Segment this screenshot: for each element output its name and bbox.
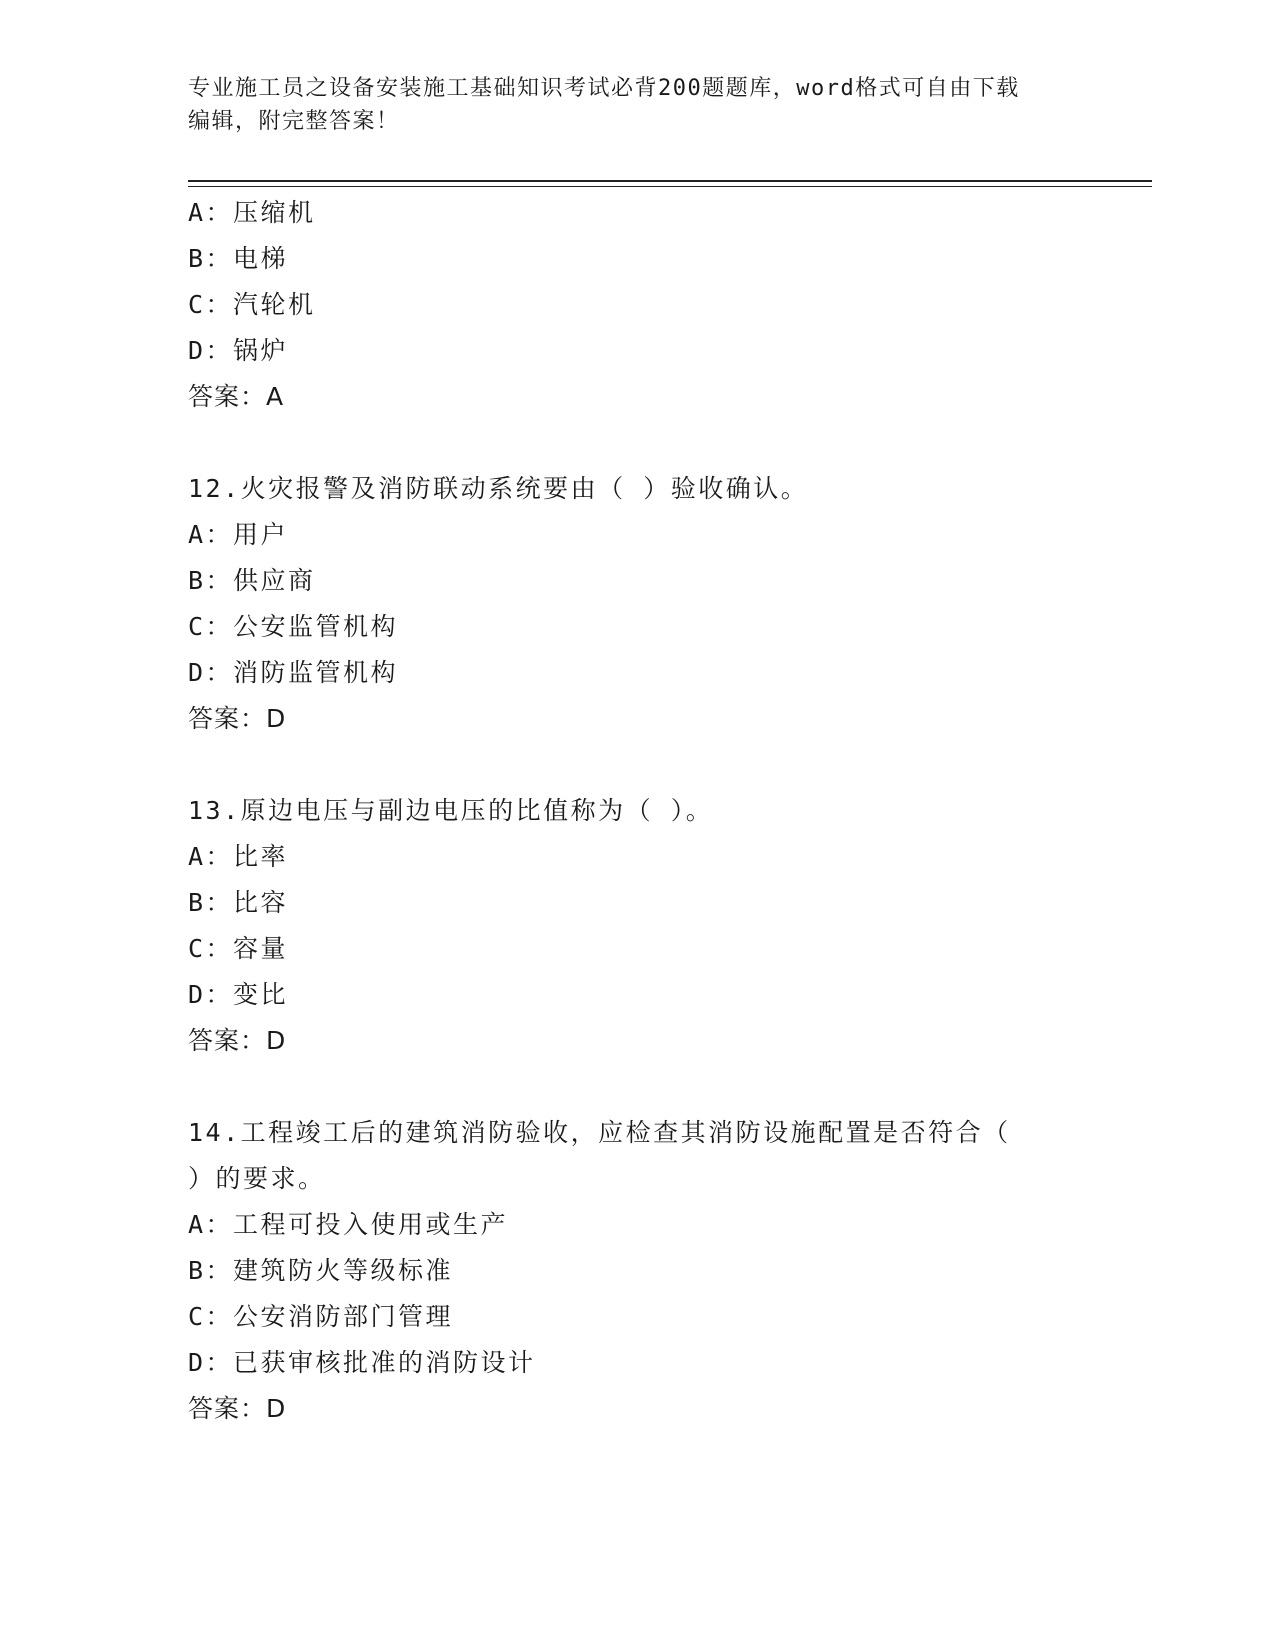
option-a: A：用户 [188, 520, 289, 549]
question-stem: 12.火灾报警及消防联动系统要由（ ）验收确认。 [188, 474, 809, 503]
question-stem-line-1: 14.工程竣工后的建筑消防验收，应检查其消防设施配置是否符合（ [188, 1118, 1011, 1147]
option-d: D：消防监管机构 [188, 658, 399, 687]
answer-line: 答案：D [188, 704, 287, 733]
question-stem-line-2: ）的要求。 [188, 1164, 326, 1193]
question-stem: 13.原边电压与副边电压的比值称为（ ）。 [188, 796, 714, 825]
option-b: B：比容 [188, 888, 289, 917]
option-a: A：比率 [188, 842, 289, 871]
option-b: B：电梯 [188, 244, 289, 273]
question-11 [188, 190, 1088, 420]
header-divider [188, 180, 1152, 187]
option-b: B：供应商 [188, 566, 316, 595]
option-d: D：变比 [188, 980, 289, 1009]
option-c: C：容量 [188, 934, 289, 963]
option-a: A：压缩机 [188, 198, 316, 227]
answer-line: 答案：A [188, 382, 285, 411]
header-title-line-1: 专业施工员之设备安装施工基础知识考试必背200题题库，word格式可自由下载 [188, 76, 1020, 101]
question-14 [188, 1110, 1088, 1432]
option-a: A：工程可投入使用或生产 [188, 1210, 509, 1239]
answer-line: 答案：D [188, 1026, 287, 1055]
option-d: D：锅炉 [188, 336, 289, 365]
spacer [188, 1064, 1088, 1110]
option-d: D：已获审核批准的消防设计 [188, 1348, 536, 1377]
option-c: C：公安监管机构 [188, 612, 399, 641]
answer-line: 答案：D [188, 1394, 287, 1423]
option-c: C：公安消防部门管理 [188, 1302, 454, 1331]
option-c: C：汽轮机 [188, 290, 316, 319]
document-header [188, 72, 1068, 138]
spacer [188, 742, 1088, 788]
question-13 [188, 788, 1088, 1064]
header-title-line-2: 编辑，附完整答案！ [188, 109, 400, 134]
spacer [188, 420, 1088, 466]
question-list [188, 190, 1088, 1432]
question-12 [188, 466, 1088, 742]
option-b: B：建筑防火等级标准 [188, 1256, 454, 1285]
